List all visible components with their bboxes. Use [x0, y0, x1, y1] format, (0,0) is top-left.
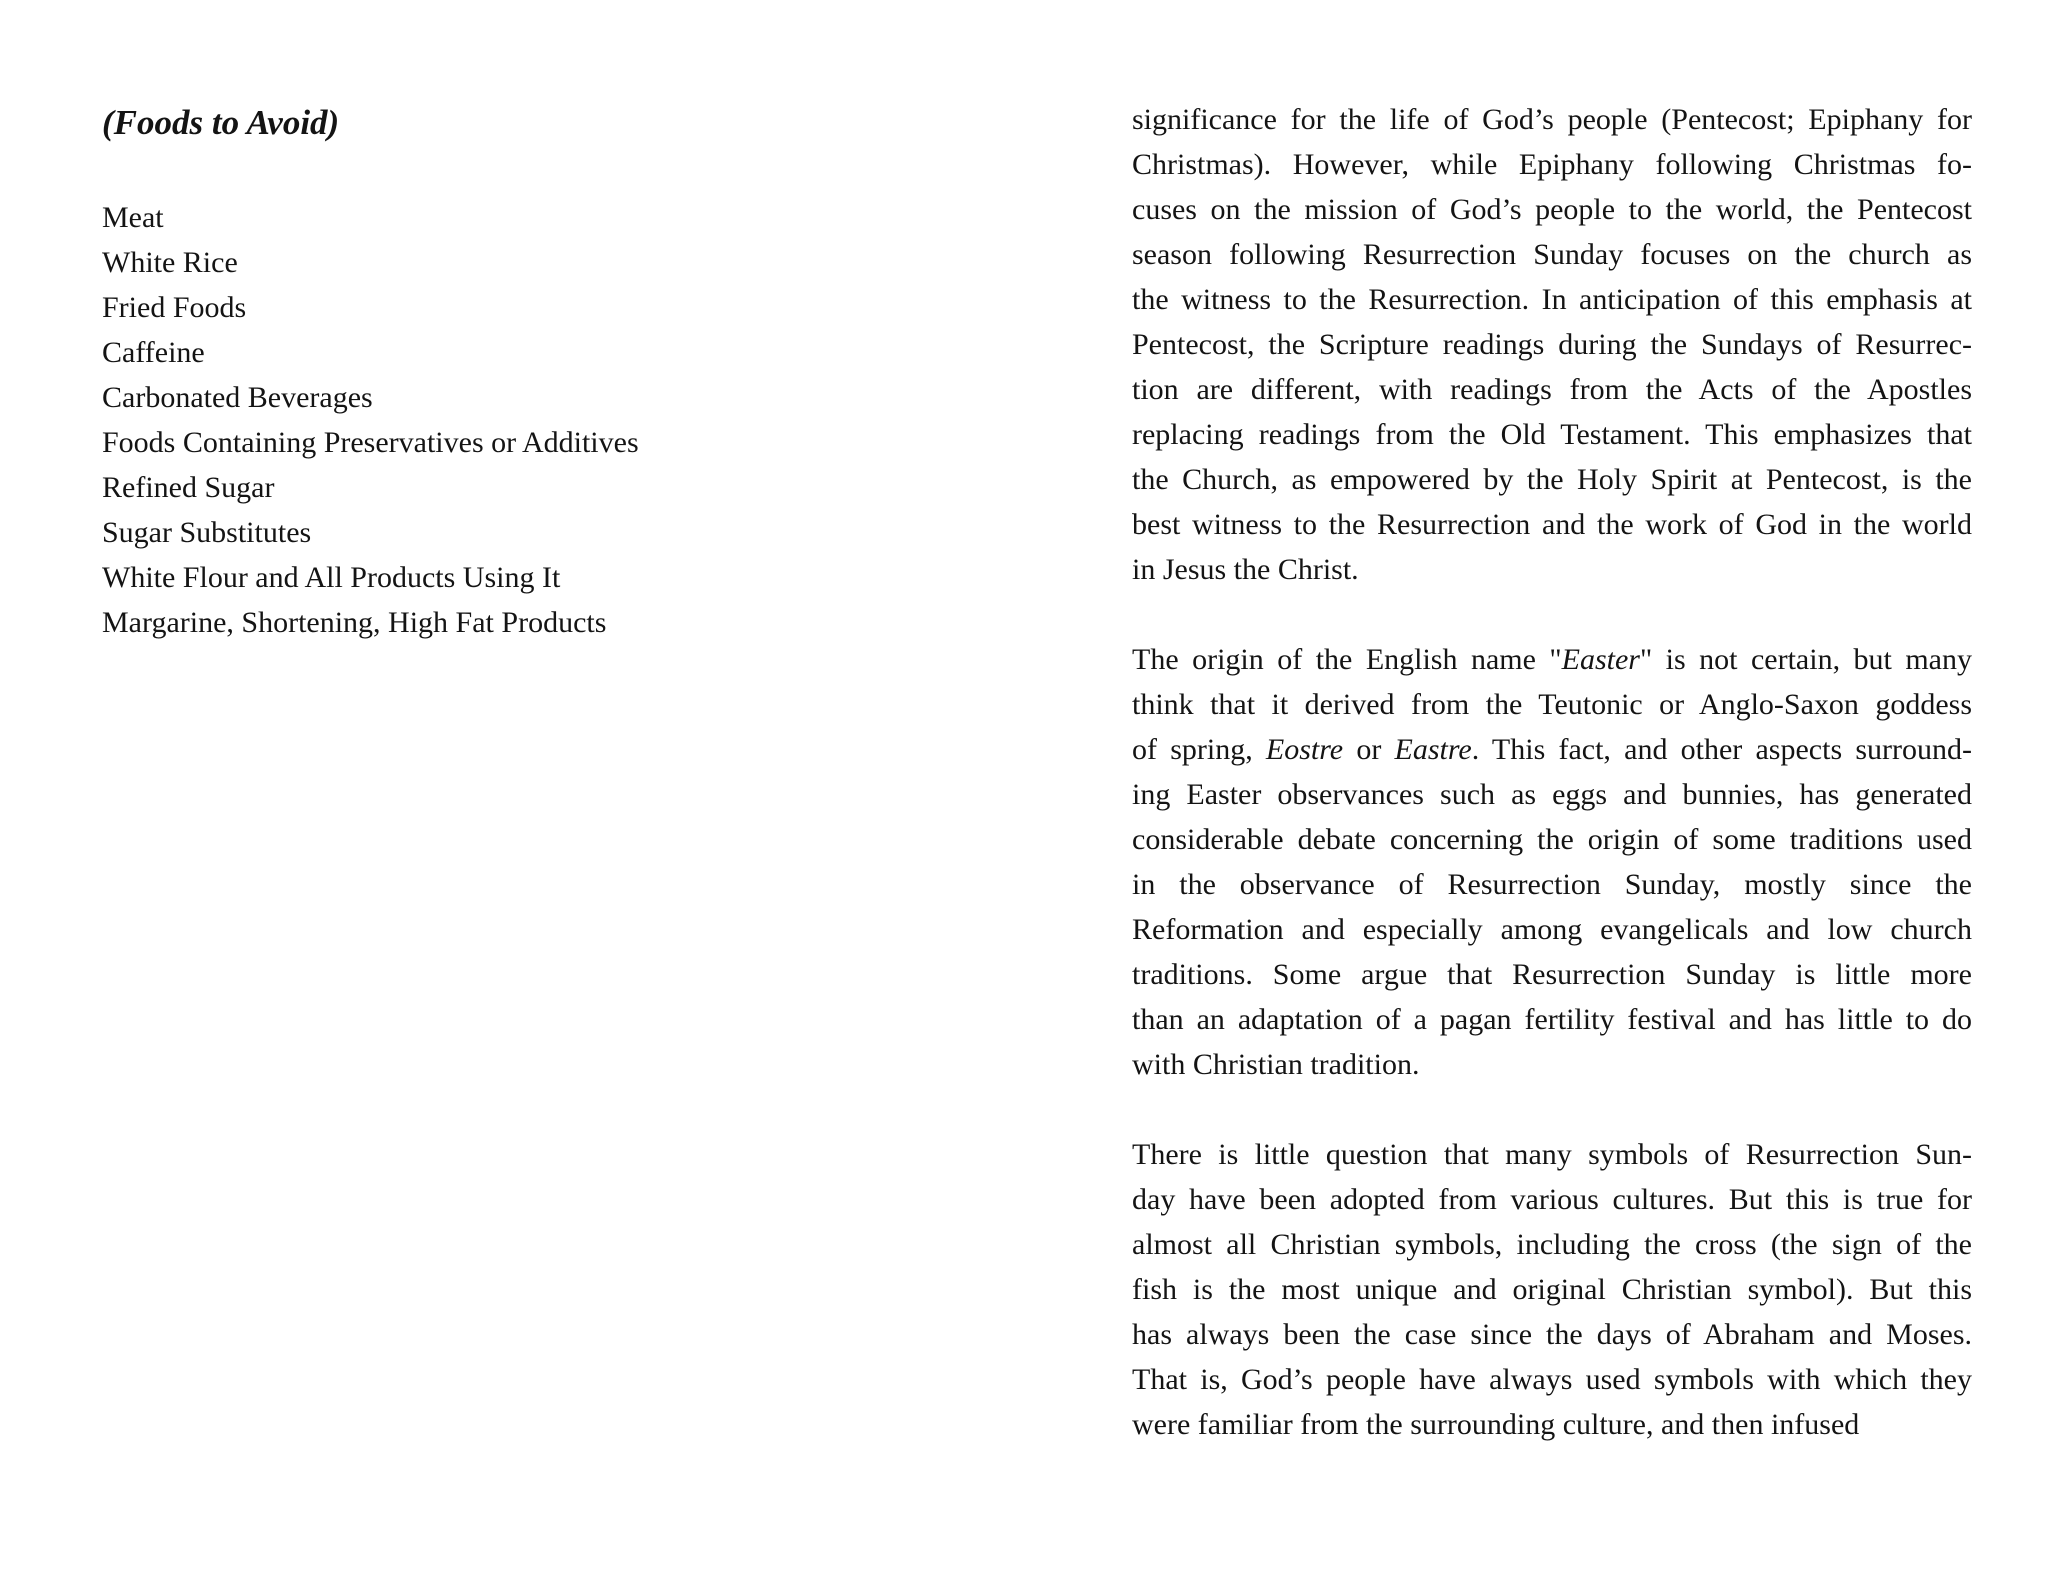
text-segment: Christmas). However, while Epiphany following Christmas fo-: [1132, 148, 1972, 181]
text-segment: fish is the most unique and original Christian symbol). But this: [1132, 1273, 1972, 1306]
text-segment: has always been the case since the days of Abraham and Moses.: [1132, 1318, 1972, 1351]
body-text: [1132, 97, 1972, 1447]
text-segment: than an adaptation of a pagan fertility festival and has little to do: [1132, 1003, 1972, 1036]
food-list-item: White Flour and All Products Using It: [102, 561, 561, 594]
text-line: [1132, 97, 1972, 142]
text-line: [1132, 547, 1972, 592]
italic-text: Easter: [1561, 643, 1640, 676]
text-line: [1132, 502, 1972, 547]
italic-text: Eastre: [1394, 733, 1472, 766]
text-line: [1132, 1177, 1972, 1222]
text-segment: almost all Christian symbols, including the cross (the sign of the: [1132, 1228, 1972, 1261]
food-list-item: White Rice: [102, 246, 238, 279]
text-segment: or: [1343, 733, 1395, 766]
food-list-item: Sugar Substitutes: [102, 516, 312, 549]
text-segment: day have been adopted from various cultures. But this is true for: [1132, 1183, 1972, 1216]
text-segment: of spring,: [1132, 733, 1266, 766]
text-line: [1132, 727, 1972, 772]
text-line: [1132, 637, 1972, 682]
body-paragraph: [1132, 1132, 1972, 1447]
text-line: [1132, 187, 1972, 232]
food-list-item: Fried Foods: [102, 291, 247, 324]
text-line: [1132, 412, 1972, 457]
text-line: [1132, 322, 1972, 367]
text-segment: were familiar from the surrounding culture, and then infused: [1132, 1408, 1860, 1441]
text-segment: Reformation and especially among evangelicals and low church: [1132, 913, 1972, 946]
text-segment: the Church, as empowered by the Holy Spirit at Pentecost, is the: [1132, 463, 1972, 496]
text-line: [1132, 862, 1972, 907]
text-line: [1132, 457, 1972, 502]
text-segment: best witness to the Resurrection and the work of God in the world: [1132, 508, 1972, 541]
text-segment: There is little question that many symbols of Resurrection Sun-: [1132, 1138, 1972, 1171]
text-line: [1132, 952, 1972, 997]
text-segment: ing Easter observances such as eggs and bunnies, has generated: [1132, 778, 1972, 811]
food-list-item: Foods Containing Preservatives or Additives: [102, 426, 639, 459]
text-line: [1132, 142, 1972, 187]
foods-to-avoid-list: [102, 195, 639, 645]
paragraph-gap: [1132, 592, 1972, 637]
food-list-item: Margarine, Shortening, High Fat Products: [102, 606, 607, 639]
text-line: [1132, 1042, 1972, 1087]
text-line: [1132, 907, 1972, 952]
food-list-item: Carbonated Beverages: [102, 381, 373, 414]
text-line: [1132, 1132, 1972, 1177]
text-segment: think that it derived from the Teutonic or Anglo-Saxon goddess: [1132, 688, 1972, 721]
body-paragraph: [1132, 637, 1972, 1087]
text-segment: the witness to the Resurrection. In anticipation of this emphasis at: [1132, 283, 1972, 316]
text-segment: significance for the life of God’s people (Pentecost; Epiphany for: [1132, 103, 1972, 136]
text-segment: The origin of the English name ": [1132, 643, 1562, 676]
text-segment: cuses on the mission of God’s people to the world, the Pentecost: [1132, 193, 1972, 226]
text-line: [1132, 682, 1972, 727]
food-list-item: Refined Sugar: [102, 471, 275, 504]
text-segment: tion are different, with readings from the Acts of the Apostles: [1132, 373, 1972, 406]
text-line: [1132, 772, 1972, 817]
food-list-item: Caffeine: [102, 336, 205, 369]
body-paragraph: [1132, 97, 1972, 592]
text-segment: Pentecost, the Scripture readings during the Sundays of Resurrec-: [1132, 328, 1972, 361]
text-segment: season following Resurrection Sunday focuses on the church as: [1132, 238, 1972, 271]
text-segment: " is not certain, but many: [1639, 643, 1972, 676]
text-segment: replacing readings from the Old Testament. This emphasizes that: [1132, 418, 1972, 451]
text-segment: in Jesus the Christ.: [1132, 553, 1359, 586]
text-line: [1132, 232, 1972, 277]
text-line: [1132, 1222, 1972, 1267]
text-line: [1132, 367, 1972, 412]
text-segment: . This fact, and other aspects surround-: [1471, 733, 1972, 766]
text-line: [1132, 997, 1972, 1042]
text-segment: in the observance of Resurrection Sunday, mostly since the: [1132, 868, 1972, 901]
italic-text: Eostre: [1265, 733, 1344, 766]
text-line: [1132, 277, 1972, 322]
text-segment: with Christian tradition.: [1132, 1048, 1420, 1081]
food-list-item: Meat: [102, 201, 164, 234]
text-line: [1132, 817, 1972, 862]
text-segment: considerable debate concerning the origin of some traditions used: [1132, 823, 1972, 856]
text-line: [1132, 1267, 1972, 1312]
text-segment: traditions. Some argue that Resurrection Sunday is little more: [1132, 958, 1972, 991]
text-line: [1132, 1312, 1972, 1357]
paragraph-gap: [1132, 1087, 1972, 1132]
text-line: [1132, 1402, 1972, 1447]
section-heading: (Foods to Avoid): [102, 103, 340, 142]
text-line: [1132, 1357, 1972, 1402]
text-segment: That is, God’s people have always used symbols with which they: [1132, 1363, 1972, 1396]
